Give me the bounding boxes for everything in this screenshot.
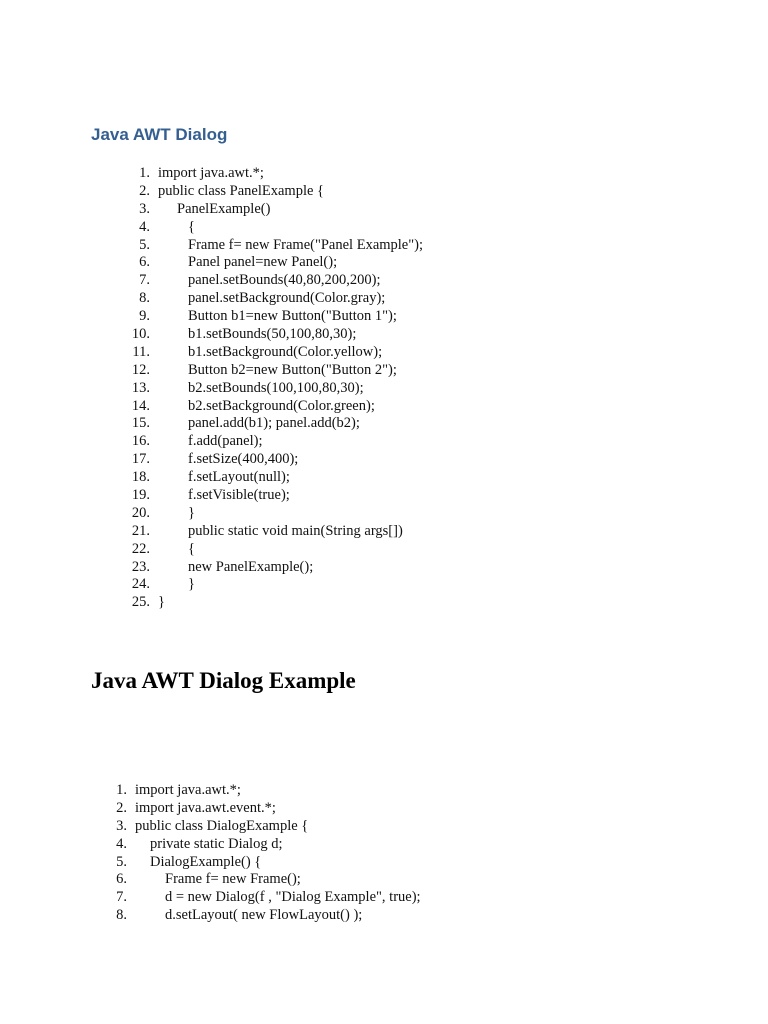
code-line <box>120 523 423 541</box>
line-number: 7. <box>139 272 150 289</box>
line-number: 21. <box>131 522 150 539</box>
code-text: Button b2=new Button("Button 2"); <box>188 361 397 378</box>
code-text: Frame f= new Frame(); <box>165 871 301 888</box>
code-listing-dialog-example <box>97 782 421 925</box>
code-line <box>120 541 423 559</box>
code-line <box>120 237 423 255</box>
code-text: { <box>188 540 195 557</box>
code-text: public class DialogExample { <box>135 817 309 834</box>
line-number: 3. <box>116 817 127 834</box>
code-line <box>120 380 423 398</box>
code-text: Frame f= new Frame("Panel Example"); <box>188 236 424 253</box>
line-number: 9. <box>139 308 150 325</box>
code-text: } <box>188 504 195 521</box>
line-number: 4. <box>116 835 127 852</box>
code-text: d.setLayout( new FlowLayout() ); <box>165 907 363 924</box>
line-number: 15. <box>131 415 150 432</box>
code-text: f.setSize(400,400); <box>188 451 299 468</box>
line-number: 6. <box>116 871 127 888</box>
code-line <box>120 469 423 487</box>
line-number: 1. <box>139 165 150 181</box>
code-line <box>120 308 423 326</box>
line-number: 17. <box>131 451 150 468</box>
line-number: 14. <box>131 397 150 414</box>
code-text: b2.setBounds(100,100,80,30); <box>188 379 364 396</box>
code-text: private static Dialog d; <box>150 835 283 852</box>
line-number: 25. <box>131 594 150 611</box>
code-text: f.setVisible(true); <box>188 487 290 504</box>
code-line <box>120 183 423 201</box>
code-line <box>120 272 423 290</box>
section-heading-java-awt-dialog-example: Java AWT Dialog Example <box>91 668 356 693</box>
line-number: 2. <box>139 182 150 199</box>
code-line <box>120 344 423 362</box>
code-text: { <box>188 218 195 235</box>
code-line <box>97 889 421 907</box>
code-line <box>120 559 423 577</box>
line-number: 4. <box>139 218 150 235</box>
line-number: 8. <box>139 290 150 307</box>
code-line <box>120 451 423 469</box>
code-text: PanelExample() <box>177 200 271 217</box>
code-line <box>120 290 423 308</box>
line-number: 19. <box>131 487 150 504</box>
code-text: b1.setBackground(Color.yellow); <box>188 343 383 360</box>
code-text: b2.setBackground(Color.green); <box>188 397 375 414</box>
code-text: panel.setBounds(40,80,200,200); <box>188 272 381 289</box>
code-text: new PanelExample(); <box>188 558 314 575</box>
line-number: 3. <box>139 200 150 217</box>
code-line <box>120 415 423 433</box>
code-line <box>97 818 421 836</box>
line-number: 13. <box>131 379 150 396</box>
line-number: 7. <box>116 889 127 906</box>
line-number: 12. <box>131 361 150 378</box>
line-number: 23. <box>131 558 150 575</box>
code-line <box>120 505 423 523</box>
code-line <box>120 576 423 594</box>
line-number: 18. <box>131 469 150 486</box>
code-text: import java.awt.*; <box>158 165 264 181</box>
line-number: 2. <box>116 799 127 816</box>
section-heading-java-awt-dialog: Java AWT Dialog <box>91 125 228 144</box>
line-number: 16. <box>131 433 150 450</box>
code-text: Panel panel=new Panel(); <box>188 254 338 271</box>
code-text: panel.add(b1); panel.add(b2); <box>188 415 360 432</box>
code-line <box>97 836 421 854</box>
line-number: 5. <box>116 853 127 870</box>
code-text: panel.setBackground(Color.gray); <box>188 290 386 307</box>
code-line <box>97 782 421 800</box>
code-line <box>120 487 423 505</box>
code-text: f.setLayout(null); <box>188 469 290 486</box>
code-line <box>120 594 423 612</box>
code-line <box>120 254 423 272</box>
line-number: 8. <box>116 907 127 924</box>
code-text: import java.awt.event.*; <box>135 799 276 816</box>
code-text: } <box>158 594 165 611</box>
code-line <box>120 398 423 416</box>
code-text: d = new Dialog(f , "Dialog Example", true); <box>165 889 421 906</box>
code-line <box>97 854 421 872</box>
code-text: } <box>188 576 195 593</box>
code-line <box>120 201 423 219</box>
code-line <box>120 433 423 451</box>
line-number: 5. <box>139 236 150 253</box>
line-number: 10. <box>131 326 150 343</box>
code-text: b1.setBounds(50,100,80,30); <box>188 326 357 343</box>
line-number: 20. <box>131 504 150 521</box>
code-text: f.add(panel); <box>188 433 263 450</box>
code-line <box>97 871 421 889</box>
code-text: import java.awt.*; <box>135 782 241 798</box>
code-text: public class PanelExample { <box>158 182 325 199</box>
code-line <box>120 219 423 237</box>
code-text: Button b1=new Button("Button 1"); <box>188 308 397 325</box>
code-listing-panel-example <box>120 165 423 612</box>
code-line <box>120 362 423 380</box>
line-number: 22. <box>131 540 150 557</box>
code-line <box>120 326 423 344</box>
code-text: public static void main(String args[]) <box>188 522 403 539</box>
code-line <box>120 165 423 183</box>
line-number: 24. <box>131 576 150 593</box>
line-number: 6. <box>139 254 150 271</box>
code-text: DialogExample() { <box>150 853 262 870</box>
code-line <box>97 800 421 818</box>
line-number: 11. <box>132 343 150 360</box>
code-line <box>97 907 421 925</box>
line-number: 1. <box>116 782 127 798</box>
